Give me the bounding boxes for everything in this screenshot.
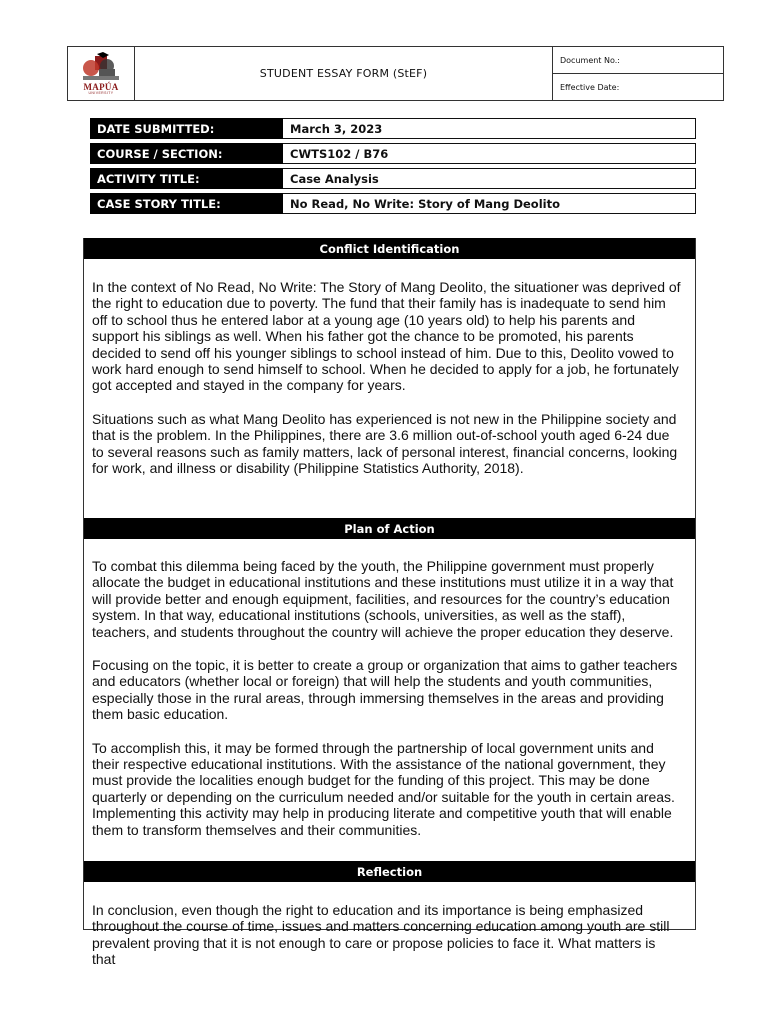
info-value: No Read, No Write: Story of Mang Deolito	[283, 193, 696, 214]
section-heading: Reflection	[84, 861, 695, 882]
info-row-case-story	[90, 193, 696, 214]
info-value: March 3, 2023	[283, 118, 696, 139]
effective-date-label: Effective Date:	[553, 73, 723, 100]
section-reflection	[84, 861, 695, 968]
info-label: ACTIVITY TITLE:	[90, 168, 283, 189]
info-value: Case Analysis	[283, 168, 696, 189]
section-plan	[84, 518, 695, 861]
section-body	[84, 539, 695, 861]
section-heading: Conflict Identification	[84, 238, 695, 259]
submission-info	[90, 118, 696, 218]
paragraph: In the context of No Read, No Write: The Story of Mang Deolito, the situationer was deprived of the right to education due to poverty. The fund that their family has is inadequate to send him off to school thus he entered labor at a young age (10 years old) to help his parents and support his siblings as well. When his father got the chance to be promoted, his parents decided to send off his younger siblings to school instead of him. Due to this, Deolito vowed to work hard enough to send himself to school. When he decided to apply for a job, he fortunately got accepted and stayed in the company for years.	[92, 279, 681, 394]
info-label: COURSE / SECTION:	[90, 143, 283, 164]
document-meta	[553, 47, 723, 100]
logo-cell	[68, 47, 135, 100]
paragraph: To accomplish this, it may be formed through the partnership of local government units and their respective educational institutions. With the assistance of the national government, they must provide the localities enough budget for the funding of this project. This may be done quarterly or depending on the curriculum needed and/or suitable for the youth in certain areas. Implementing this activity may help in producing literate and competitive youth that will enable them to transform themselves and their communities.	[92, 739, 675, 838]
paragraph: Focusing on the topic, it is better to create a group or organization that aims to gather teachers and educators (whether local or foreign) that will help the students and youth communities, especially those in the rural areas, through immersing themselves in the areas and providing them basic education.	[92, 657, 678, 723]
university-seal-icon	[81, 52, 121, 82]
info-row-activity	[90, 168, 696, 189]
paragraph: In conclusion, even though the right to education and its importance is being emphasized throughout the course of time, issues and matters concerning education among youth are still prevalent proving that it is not enough to care or propose policies to face it. What matters is that	[92, 902, 670, 968]
form-title: STUDENT ESSAY FORM (StEF)	[135, 47, 553, 100]
section-body	[84, 259, 695, 518]
section-body	[84, 882, 695, 968]
info-label: CASE STORY TITLE:	[90, 193, 283, 214]
info-row-course	[90, 143, 696, 164]
paragraph: Situations such as what Mang Deolito has experienced is not new in the Philippine society and that is the problem. In the Philippines, there are 3.6 million out-of-school youth aged 6-24 due to several reasons such as family matters, lack of personal interest, financial concerns, looking for work, and illness or disability (Philippine Statistics Authority, 2018).	[92, 410, 678, 477]
form-header	[67, 46, 724, 101]
logo-text: MAPÚA	[83, 81, 119, 92]
section-heading: Plan of Action	[84, 518, 695, 539]
info-value: CWTS102 / B76	[283, 143, 696, 164]
logo-subtext: UNIVERSITY	[88, 90, 114, 95]
section-conflict	[84, 238, 695, 518]
essay-content	[83, 238, 696, 968]
info-row-date	[90, 118, 696, 139]
info-label: DATE SUBMITTED:	[90, 118, 283, 139]
document-no-label: Document No.:	[560, 55, 620, 65]
paragraph: To combat this dilemma being faced by the youth, the Philippine government must properly allocate the budget in educational institutions and these institutions must utilize it in a way that will provide better and enough equipment, facilities, and resources for the country’s education system. In that way, educational institutions (schools, universities, as well as the staff), teachers, and students throughout the country will achieve the proper education they deserve.	[92, 558, 674, 640]
